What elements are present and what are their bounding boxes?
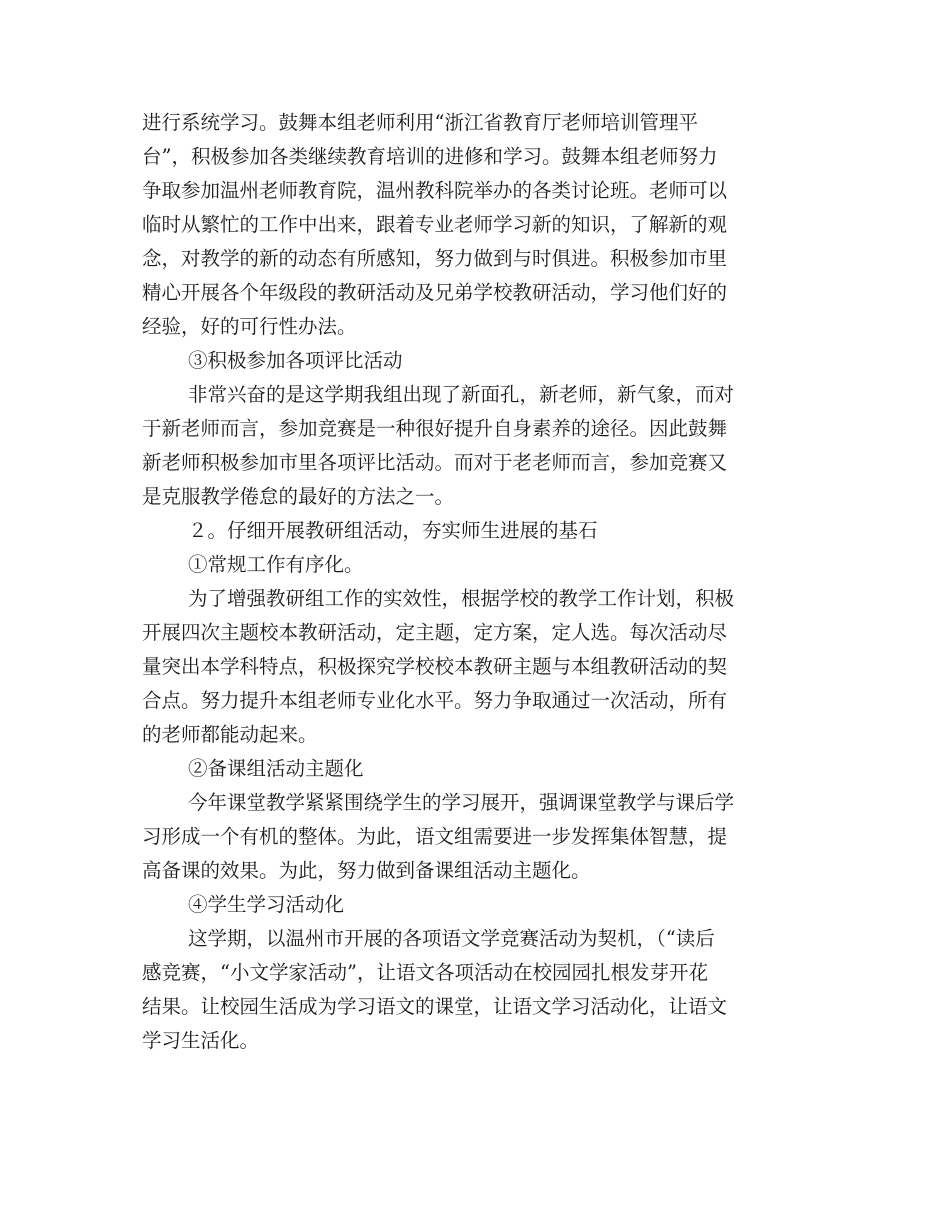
text-line: 念，对教学的新的动态有所感知，努力做到与时俱进。积极参加市里	[142, 247, 728, 270]
text-line: 于新老师而言，参加竞赛是一种很好提升自身素养的途径。因此鼓舞	[142, 417, 728, 440]
text-line: 的老师都能动起来。	[142, 723, 318, 746]
text-line: 高备课的效果。为此，努力做到备课组活动主题化。	[142, 859, 591, 882]
text-line: 是克服教学倦怠的最好的方法之一。	[142, 485, 455, 508]
text-line: ④学生学习活动化	[188, 893, 345, 916]
text-line: 新老师积极参加市里各项评比活动。而对于老老师而言，参加竞赛又	[142, 451, 728, 474]
text-line: 精心开展各个年级段的教研活动及兄弟学校教研活动，学习他们好的	[142, 281, 728, 304]
text-line: 台”，积极参加各类继续教育培训的进修和学习。鼓舞本组老师努力	[142, 145, 718, 168]
text-line: 开展四次主题校本教研活动，定主题，定方案，定人选。每次活动尽	[142, 621, 728, 644]
text-line: 非常兴奋的是这学期我组出现了新面孔，新老师，新气象，而对	[188, 383, 735, 406]
text-line: 进行系统学习。鼓舞本组老师利用“浙江省教育厅老师培训管理平	[142, 111, 698, 134]
text-line: 这学期，以温州市开展的各项语文学竞赛活动为契机，（“读后	[188, 927, 715, 950]
text-line: 感竞赛，“小文学家活动”，让语文各项活动在校园园扎根发芽开花	[142, 961, 708, 984]
text-line: 经验，好的可行性办法。	[142, 315, 357, 338]
text-line: ①常规工作有序化。	[188, 553, 364, 576]
text-line: 合点。努力提升本组老师专业化水平。努力争取通过一次活动，所有	[142, 689, 728, 712]
text-line: ２。仔细开展教研组活动，夯实师生进展的基石	[188, 519, 598, 542]
text-line: 学习生活化。	[142, 1029, 260, 1052]
text-line: 争取参加温州老师教育院，温州教科院举办的各类讨论班。老师可以	[142, 179, 728, 202]
text-line: 今年课堂教学紧紧围绕学生的学习展开，强调课堂教学与课后学	[188, 791, 735, 814]
document-body	[142, 106, 802, 1058]
text-line: 结果。让校园生活成为学习语文的课堂，让语文学习活动化，让语文	[142, 995, 728, 1018]
text-line: ②备课组活动主题化	[188, 757, 364, 780]
text-line: 临时从繁忙的工作中出来，跟着专业老师学习新的知识，了解新的观	[142, 213, 728, 236]
text-line: ③积极参加各项评比活动	[188, 349, 403, 372]
text-line: 为了增强教研组工作的实效性，根据学校的教学工作计划，积极	[188, 587, 735, 610]
text-line: 量突出本学科特点，积极探究学校校本教研主题与本组教研活动的契	[142, 655, 728, 678]
text-line: 习形成一个有机的整体。为此，语文组需要进一步发挥集体智慧，提	[142, 825, 728, 848]
